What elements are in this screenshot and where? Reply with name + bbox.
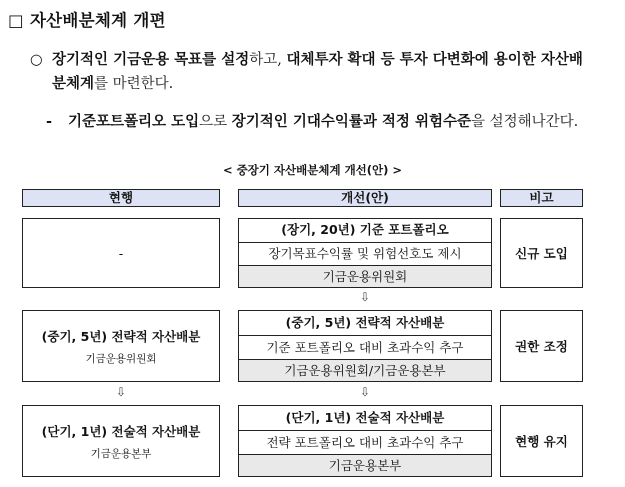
- improved-box-mid-term: [238, 310, 492, 382]
- header-improved: 개선(안): [238, 189, 492, 207]
- current-box-short-term: [22, 405, 220, 477]
- note-text: 현행 유지: [515, 434, 568, 449]
- current-box-authority: 기금운용위원회: [85, 352, 157, 365]
- improved-box-authority: 기금운용위원회/기금운용본부: [239, 359, 491, 381]
- improved-box-authority: 기금운용본부: [239, 454, 491, 476]
- section-heading: [8, 7, 166, 31]
- down-arrow-icon: ⇩: [115, 385, 127, 399]
- note-text: 신규 도입: [515, 246, 568, 261]
- paragraph-text: [46, 110, 591, 134]
- diagram-caption: < 중장기 자산배분체계 개선(안) >: [222, 163, 403, 177]
- down-arrow-icon: ⇩: [359, 385, 371, 399]
- improved-box-description: 장기목표수익률 및 위험선호도 제시: [239, 242, 491, 265]
- current-box-title: -: [118, 245, 124, 261]
- circle-bullet-icon: ○: [30, 52, 43, 68]
- note-text: 권한 조정: [515, 339, 568, 354]
- emphasis-text: 기준포트폴리오 도입: [68, 114, 200, 130]
- dash-bullet-icon: -: [46, 114, 53, 130]
- paragraph-text: [30, 48, 595, 96]
- improved-box-long-term: [238, 218, 492, 288]
- plain-text: 으로: [199, 114, 232, 130]
- emphasis-text: 장기적인 기대수익률과 적정 위험수준: [231, 114, 472, 130]
- current-box-long-term: [22, 218, 220, 288]
- note-box: [500, 310, 583, 382]
- plain-text: 하고,: [249, 52, 287, 68]
- section-heading-text: 자산배분체계 개편: [29, 11, 166, 30]
- improved-box-short-term: [238, 405, 492, 477]
- paragraph-circle-bullet: [30, 48, 595, 96]
- improved-box-title: (중기, 5년) 전략적 자산배분: [285, 315, 445, 330]
- emphasis-text: 대체투자 확대 등 투자 다변화에 용이한 자산배분체계: [52, 52, 583, 92]
- improved-box-authority: 기금운용위원회: [239, 265, 491, 287]
- down-arrow-icon: ⇩: [359, 290, 371, 304]
- square-bullet-icon: □: [8, 11, 24, 30]
- header-note: 비고: [500, 189, 583, 207]
- current-box-title: (중기, 5년) 전략적 자산배분: [41, 328, 201, 344]
- improved-box-title: (장기, 20년) 기준 포트폴리오: [281, 222, 449, 237]
- paragraph-dash-bullet: [46, 110, 591, 134]
- plain-text: 을 설정해나간다.: [471, 114, 579, 130]
- current-box-mid-term: [22, 310, 220, 382]
- note-box: [500, 405, 583, 477]
- emphasis-text: 장기적인 기금운용 목표를 설정: [52, 52, 250, 68]
- note-box: [500, 218, 583, 288]
- improved-box-description: 전략 포트폴리오 대비 초과수익 추구: [239, 430, 491, 454]
- improved-box-description: 기준 포트폴리오 대비 초과수익 추구: [239, 335, 491, 359]
- improved-box-title: (단기, 1년) 전술적 자산배분: [285, 410, 445, 425]
- header-current: 현행: [22, 189, 220, 207]
- current-box-title: (단기, 1년) 전술적 자산배분: [41, 423, 201, 439]
- current-box-authority: 기금운용본부: [90, 447, 152, 460]
- plain-text: 를 마련한다.: [94, 76, 174, 92]
